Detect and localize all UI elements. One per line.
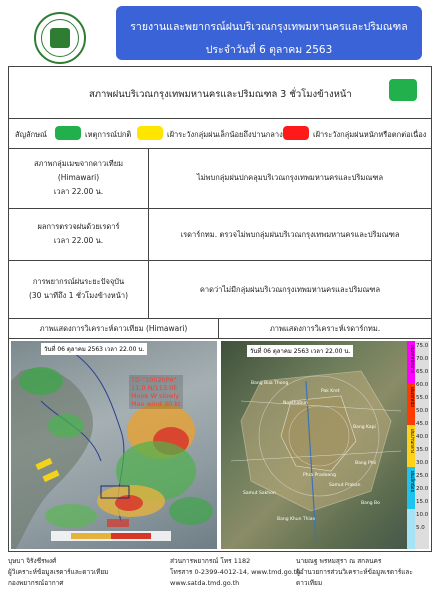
- satellite-row: [9, 149, 431, 209]
- scale-tick: 70.0: [416, 356, 429, 362]
- status-row: [9, 67, 431, 119]
- satellite-map-image: [11, 341, 217, 549]
- town-label: Pak Kret: [321, 389, 340, 394]
- status-title: สภาพฝนบริเวณกรุงเทพมหานครและปริมณฑล 3 ชั่วโมงข้างหน้า: [89, 89, 352, 100]
- storm-info: TD "1002hPA" 11.0 N/113.0E Move W slowly Max wind 30 kt: [131, 376, 181, 408]
- scale-tick: 45.0: [416, 421, 429, 427]
- satellite-row-label: สภาพกลุ่มเมฆจากดาวเทียม (Himawari) เวลา 22.00 น.: [9, 149, 149, 208]
- radar-row-label: ผลการตรวจฝนด้วยเรดาร์ เวลา 22.00 น.: [9, 209, 149, 260]
- footer-analyst: บุษบา จิรังชีรพงศ์ ผู้วิเคราะห์ข้อมูลเรดาร์และดาวเทียม กองพยากรณ์อากาศ: [8, 557, 109, 587]
- footer-director: นายณฐ พรหมสุรา ณ สกลนคร ผู้อำนวยการส่วนวิเคราะห์ข้อมูลเรดาร์และดาวเทียม: [296, 557, 413, 587]
- scale-tick: 20.0: [416, 486, 429, 492]
- radar-timestamp: วันที่ 06 ตุลาคม 2563 เวลา 22.00 น.: [247, 345, 353, 357]
- radar-caption: ภาพแสดงการวิเคราะห์เรดาร์กทม.: [269, 324, 381, 333]
- legend-chip-normal: [55, 126, 81, 140]
- scale-tick: 55.0: [416, 395, 429, 401]
- town-label: Nonthaburi: [283, 401, 309, 406]
- legend-text-heavy: เฝ้าระวังกลุ่มฝนหนักหรือตกต่อเนื่อง: [313, 130, 427, 139]
- legend-label: สัญลักษณ์: [15, 130, 48, 139]
- legend-row: [9, 119, 431, 149]
- footer-contact: ส่วนการพยากรณ์ โทร 1182 โทรสาร 0-2399-4012-14, www.tmd.go.th www.satda.tmd.go.th: [170, 557, 301, 587]
- scale-label: ฝนตกหนักมาก: [409, 345, 414, 374]
- satellite-timestamp: วันที่ 06 ตุลาคม 2563 เวลา 22.00 น.: [41, 343, 147, 355]
- radar-intensity-scale: [407, 341, 429, 549]
- report-title: รายงานและพยากรณ์ฝนบริเวณกรุงเทพมหานครและปริมณฑล: [130, 21, 408, 33]
- report-date: ประจำวันที่ 6 ตุลาคม 2563: [205, 44, 333, 56]
- town-label: Phra Pradaeng: [303, 473, 336, 478]
- scale-tick: 60.0: [416, 382, 429, 388]
- scale-label: ฝนตกหนัก: [409, 387, 414, 408]
- report-table: [8, 66, 432, 552]
- tmd-seal-icon: [34, 12, 86, 64]
- map-caption-row: [9, 319, 431, 339]
- scale-tick: 40.0: [416, 434, 429, 440]
- town-label: Bang Bua Thong: [251, 381, 289, 386]
- scale-tick: 10.0: [416, 512, 429, 518]
- scale-tick: 50.0: [416, 408, 429, 414]
- radar-row-value: เรดาร์กทม. ตรวจไม่พบกลุ่มฝนบริเวณกรุงเทพมหานครและปริมณฑล: [180, 230, 400, 239]
- satellite-map-graphic: [11, 341, 217, 549]
- scale-label: ฝนเล็กน้อย: [409, 471, 414, 493]
- radar-map-graphic: [221, 341, 407, 549]
- town-label: Bang Kapi: [353, 425, 376, 430]
- scale-label: ฝนปานกลาง: [409, 429, 414, 454]
- report-footer: [8, 556, 436, 596]
- town-label: Samut Sakhon: [243, 491, 276, 496]
- legend-text-light: เฝ้าระวังกลุ่มฝนเล็กน้อยถึงปานกลาง: [167, 130, 283, 139]
- nowcast-row-label: การพยากรณ์ฝนระยะปัจจุบัน (30 นาทีถึง 1 ชั่วโมงข้างหน้า): [9, 261, 149, 318]
- satellite-caption: ภาพแสดงการวิเคราะห์ดาวเทียม (Himawari): [9, 319, 219, 339]
- legend-text-normal: เหตุการณ์ปกติ: [85, 130, 132, 139]
- nowcast-row-value: คาดว่าไม่มีกลุ่มฝนบริเวณกรุงเทพมหานครและปริมณฑล: [199, 285, 381, 294]
- scale-tick: 5.0: [416, 525, 425, 531]
- town-label: Bang Phli: [355, 461, 377, 466]
- town-label: Samut Prakan: [329, 483, 361, 488]
- report-page: [4, 4, 440, 596]
- legend-chip-heavy: [283, 126, 309, 140]
- scale-tick: 25.0: [416, 473, 429, 479]
- satellite-row-value: ไม่พบกลุ่มฝนปกคลุมบริเวณกรุงเทพมหานครและปริมณฑล: [196, 173, 384, 182]
- status-indicator: [389, 79, 417, 101]
- scale-tick: 35.0: [416, 447, 429, 453]
- radar-row: [9, 209, 431, 261]
- report-header-banner: [116, 6, 422, 60]
- scale-tick: 65.0: [416, 369, 429, 375]
- town-label: Bang Bo: [361, 501, 380, 506]
- legend-chip-light: [137, 126, 163, 140]
- nowcast-row: [9, 261, 431, 319]
- radar-map-image: [221, 341, 429, 549]
- scale-tick: 75.0: [416, 343, 429, 349]
- town-label: Bang Khun Thian: [277, 517, 316, 522]
- scale-tick: 15.0: [416, 499, 429, 505]
- scale-tick: 30.0: [416, 460, 429, 466]
